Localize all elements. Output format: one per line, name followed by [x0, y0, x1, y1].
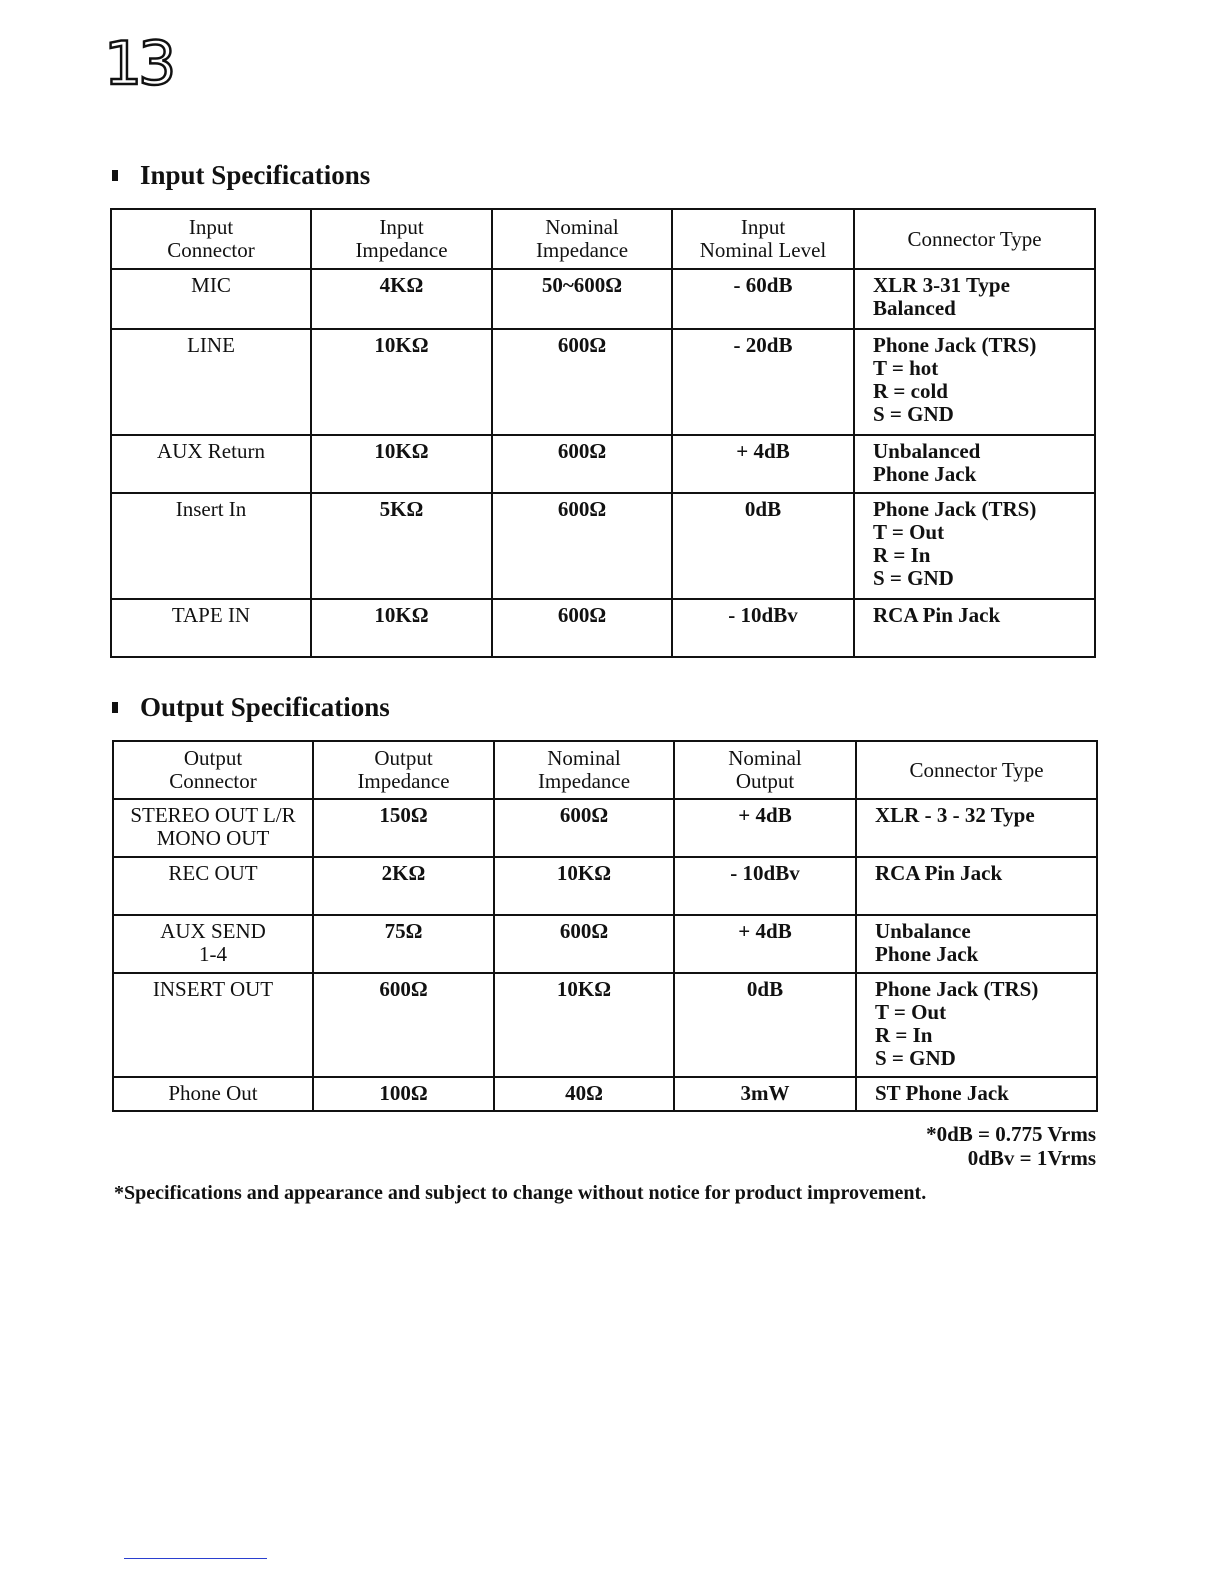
- connector-cell-line: AUX Return: [157, 439, 265, 463]
- connector-cell-line: INSERT OUT: [152, 977, 274, 1001]
- column-header-line: Input: [740, 215, 786, 239]
- table-row: [111, 435, 1095, 493]
- connector-cell-line: LINE: [187, 333, 235, 357]
- column-header: [492, 209, 672, 269]
- bullet-icon: [112, 702, 118, 713]
- impedance-cell: 10KΩ: [311, 329, 492, 435]
- connector-cell: [111, 269, 311, 329]
- connector-type-cell-line: Phone Jack: [875, 942, 979, 966]
- connector-cell: [113, 1077, 313, 1111]
- connector-cell: [113, 915, 313, 973]
- connector-cell: [113, 973, 313, 1077]
- column-header: [674, 741, 856, 799]
- connector-cell-line: MONO OUT: [156, 826, 270, 850]
- connector-type-cell-line: S = GND: [875, 1046, 956, 1070]
- table-row: [111, 269, 1095, 329]
- nominal-impedance-cell: 10KΩ: [494, 973, 674, 1077]
- input-section-title: [112, 160, 370, 191]
- connector-type-cell: [856, 915, 1097, 973]
- nominal-impedance-cell: 600Ω: [494, 915, 674, 973]
- bullet-icon: [112, 170, 118, 181]
- connector-cell: [111, 435, 311, 493]
- connector-type-cell-line: Phone Jack: [873, 462, 977, 486]
- connector-type-cell-line: Unbalanced: [873, 439, 981, 463]
- impedance-cell: 4KΩ: [311, 269, 492, 329]
- output-section-title-text: Output Specifications: [140, 692, 390, 722]
- column-header: [111, 209, 311, 269]
- impedance-cell: 2KΩ: [313, 857, 494, 915]
- connector-type-cell: [854, 599, 1095, 657]
- level-cell: + 4dB: [672, 435, 854, 493]
- output-spec-table: [112, 740, 1098, 1112]
- column-header-line: Impedance: [355, 238, 448, 262]
- table-row: [111, 329, 1095, 435]
- table-row: [111, 493, 1095, 599]
- connector-cell-line: STEREO OUT L/R: [130, 803, 296, 827]
- level-cell: + 4dB: [674, 799, 856, 857]
- connector-cell: [113, 857, 313, 915]
- column-header-line: Output: [183, 746, 243, 770]
- table-row: [113, 915, 1097, 973]
- table-header-row: [111, 209, 1095, 269]
- column-header-line: Connector Type: [909, 757, 1044, 782]
- column-header: [494, 741, 674, 799]
- connector-type-cell-line: R = In: [875, 1023, 933, 1047]
- note-0dbv: 0dBv = 1Vrms: [967, 1146, 1096, 1170]
- connector-type-cell-line: Phone Jack (TRS): [873, 497, 1037, 521]
- level-cell: 0dB: [674, 973, 856, 1077]
- level-cell: + 4dB: [674, 915, 856, 973]
- level-notes: [880, 1122, 1096, 1170]
- column-header: [856, 741, 1097, 799]
- connector-type-cell-line: XLR - 3 - 32 Type: [875, 803, 1035, 827]
- connector-cell: [111, 329, 311, 435]
- connector-type-cell: [854, 435, 1095, 493]
- column-header: [113, 741, 313, 799]
- connector-type-cell-line: S = GND: [873, 566, 954, 590]
- nominal-impedance-cell: 600Ω: [492, 435, 672, 493]
- column-header-line: Output: [374, 746, 433, 770]
- connector-type-cell: [856, 799, 1097, 857]
- column-header: [672, 209, 854, 269]
- connector-cell: [111, 493, 311, 599]
- connector-type-cell-line: S = GND: [873, 402, 954, 426]
- impedance-cell: 75Ω: [313, 915, 494, 973]
- connector-type-cell: [854, 269, 1095, 329]
- column-header: [311, 209, 492, 269]
- connector-cell-line: 1-4: [199, 942, 227, 966]
- level-cell: - 20dB: [672, 329, 854, 435]
- table-row: [113, 1077, 1097, 1111]
- impedance-cell: 10KΩ: [311, 599, 492, 657]
- column-header-line: Nominal: [728, 746, 802, 770]
- connector-cell-line: REC OUT: [168, 861, 258, 885]
- connector-cell-line: Insert In: [175, 497, 247, 521]
- page-number: 13: [104, 29, 173, 99]
- column-header-line: Connector Type: [907, 226, 1042, 251]
- connector-type-cell-line: Phone Jack (TRS): [873, 333, 1037, 357]
- connector-type-cell: [854, 493, 1095, 599]
- nominal-impedance-cell: 600Ω: [494, 799, 674, 857]
- column-header-line: Connector: [167, 238, 255, 262]
- connector-type-cell-line: Unbalance: [875, 919, 971, 943]
- connector-type-cell: [856, 1077, 1097, 1111]
- connector-type-cell-line: T = hot: [873, 356, 939, 380]
- column-header-line: Connector: [169, 769, 257, 793]
- column-header-line: Nominal: [545, 215, 619, 239]
- connector-cell: [111, 599, 311, 657]
- footer-rule: [124, 1558, 267, 1559]
- connector-type-cell-line: RCA Pin Jack: [875, 861, 1003, 885]
- column-header-line: Nominal Level: [699, 238, 827, 262]
- nominal-impedance-cell: 50~600Ω: [492, 269, 672, 329]
- impedance-cell: 5KΩ: [311, 493, 492, 599]
- column-header-line: Input: [379, 215, 424, 239]
- connector-type-cell-line: RCA Pin Jack: [873, 603, 1001, 627]
- connector-type-cell-line: T = Out: [873, 520, 945, 544]
- table-row: [113, 973, 1097, 1077]
- connector-type-cell: [856, 973, 1097, 1077]
- connector-type-cell-line: T = Out: [875, 1000, 947, 1024]
- note-0db: *0dB = 0.775 Vrms: [926, 1122, 1096, 1146]
- table-row: [113, 857, 1097, 915]
- connector-type-cell: [856, 857, 1097, 915]
- nominal-impedance-cell: 40Ω: [494, 1077, 674, 1111]
- column-header-line: Nominal: [547, 746, 621, 770]
- connector-cell-line: TAPE IN: [171, 603, 251, 627]
- connector-cell-line: AUX SEND: [160, 919, 266, 943]
- impedance-cell: 10KΩ: [311, 435, 492, 493]
- connector-type-cell-line: XLR 3-31 Type: [873, 273, 1010, 297]
- level-cell: 3mW: [674, 1077, 856, 1111]
- output-section-title: [112, 692, 390, 723]
- input-section-title-text: Input Specifications: [140, 160, 371, 190]
- column-header-line: Output: [735, 769, 795, 793]
- level-cell: - 10dBv: [674, 857, 856, 915]
- column-header-line: Input: [188, 215, 234, 239]
- impedance-cell: 600Ω: [313, 973, 494, 1077]
- connector-type-cell-line: Balanced: [873, 296, 956, 320]
- connector-type-cell-line: Phone Jack (TRS): [875, 977, 1039, 1001]
- connector-cell-line: Phone Out: [168, 1081, 258, 1105]
- column-header: [854, 209, 1095, 269]
- connector-type-cell-line: ST Phone Jack: [875, 1081, 1009, 1105]
- input-spec-table: [110, 208, 1096, 658]
- impedance-cell: 150Ω: [313, 799, 494, 857]
- connector-cell: [113, 799, 313, 857]
- footer-note: *Specifications and appearance and subject to change without notice for product improvement.: [114, 1182, 927, 1204]
- connector-type-cell: [854, 329, 1095, 435]
- level-cell: - 60dB: [672, 269, 854, 329]
- column-header-line: Impedance: [535, 238, 629, 262]
- connector-type-cell-line: R = In: [873, 543, 931, 567]
- connector-cell-line: MIC: [191, 273, 231, 297]
- table-row: [113, 799, 1097, 857]
- level-cell: 0dB: [672, 493, 854, 599]
- column-header-line: Impedance: [357, 769, 450, 793]
- nominal-impedance-cell: 600Ω: [492, 493, 672, 599]
- table-header-row: [113, 741, 1097, 799]
- connector-type-cell-line: R = cold: [873, 379, 948, 403]
- column-header-line: Impedance: [537, 769, 631, 793]
- table-row: [111, 599, 1095, 657]
- nominal-impedance-cell: 600Ω: [492, 599, 672, 657]
- nominal-impedance-cell: 10KΩ: [494, 857, 674, 915]
- nominal-impedance-cell: 600Ω: [492, 329, 672, 435]
- column-header: [313, 741, 494, 799]
- impedance-cell: 100Ω: [313, 1077, 494, 1111]
- level-cell: - 10dBv: [672, 599, 854, 657]
